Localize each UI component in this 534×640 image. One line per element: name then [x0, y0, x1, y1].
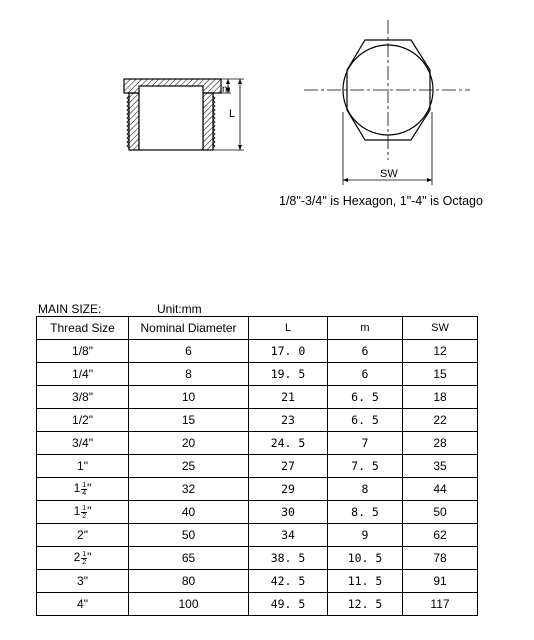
l-cell: 38. 5 — [249, 547, 328, 570]
thread-size-cell: 2 $\frac{1}{2}$ " — [37, 547, 129, 570]
header-l: L — [249, 317, 328, 340]
table-row — [37, 432, 478, 455]
sw-cell: 12 — [403, 340, 478, 363]
thread-size-cell: 1/8" — [37, 340, 129, 363]
shape-caption: 1/8"-3/4" is Hexagon, 1"-4" is Octago — [279, 194, 483, 208]
thread-size-cell: 1/2" — [37, 409, 129, 432]
l-cell: 17. 0 — [249, 340, 328, 363]
sw-cell: 62 — [403, 524, 478, 547]
table-row — [37, 455, 478, 478]
l-cell: 30 — [249, 501, 328, 524]
thread-size-cell: 3/4" — [37, 432, 129, 455]
m-cell: 8 — [328, 478, 403, 501]
m-cell: 12. 5 — [328, 593, 403, 616]
l-cell: 24. 5 — [249, 432, 328, 455]
m-cell: 11. 5 — [328, 570, 403, 593]
sw-cell: 18 — [403, 386, 478, 409]
nominal-diameter-cell: 8 — [129, 363, 249, 386]
thread-size-cell: 2" — [37, 524, 129, 547]
sw-cell: 50 — [403, 501, 478, 524]
nominal-diameter-cell: 32 — [129, 478, 249, 501]
table-row — [37, 501, 478, 524]
table-row — [37, 478, 478, 501]
dimension-table — [36, 316, 478, 616]
main-size-label: MAIN SIZE: — [38, 302, 102, 316]
sw-cell: 15 — [403, 363, 478, 386]
thread-size-cell: 1 $\frac{1}{2}$ " — [37, 501, 129, 524]
table-row — [37, 547, 478, 570]
sw-cell: 22 — [403, 409, 478, 432]
m-cell: 7 — [328, 432, 403, 455]
nominal-diameter-cell: 25 — [129, 455, 249, 478]
l-cell: 29 — [249, 478, 328, 501]
table-row — [37, 363, 478, 386]
l-cell: 21 — [249, 386, 328, 409]
m-cell: 6 — [328, 363, 403, 386]
m-cell: 6. 5 — [328, 409, 403, 432]
nominal-diameter-cell: 65 — [129, 547, 249, 570]
table-row — [37, 524, 478, 547]
table-row — [37, 593, 478, 616]
l-cell: 19. 5 — [249, 363, 328, 386]
sw-cell: 28 — [403, 432, 478, 455]
fraction: $\frac{1}{2}$ — [82, 550, 87, 566]
nominal-diameter-cell: 80 — [129, 570, 249, 593]
thread-size-cell: 1 $\frac{1}{4}$ " — [37, 478, 129, 501]
l-cell: 42. 5 — [249, 570, 328, 593]
hexagon-end-view — [304, 20, 470, 185]
sw-cell: 78 — [403, 547, 478, 570]
m-cell: 8. 5 — [328, 501, 403, 524]
dimension-sw-label: SW — [380, 168, 398, 180]
thread-size-cell: 1/4" — [37, 363, 129, 386]
sw-cell: 35 — [403, 455, 478, 478]
nominal-diameter-cell: 6 — [129, 340, 249, 363]
header-thread-size: Thread Size — [37, 317, 129, 340]
table-row — [37, 386, 478, 409]
nominal-diameter-cell: 100 — [129, 593, 249, 616]
fraction: $\frac{1}{2}$ — [82, 504, 87, 520]
m-cell: 6 — [328, 340, 403, 363]
l-cell: 23 — [249, 409, 328, 432]
m-cell: 9 — [328, 524, 403, 547]
header-sw: SW — [403, 317, 478, 340]
m-cell: 7. 5 — [328, 455, 403, 478]
dimension-l-label: L — [229, 108, 236, 120]
nominal-diameter-cell: 50 — [129, 524, 249, 547]
nominal-diameter-cell: 20 — [129, 432, 249, 455]
dimension-m-label: m — [222, 84, 231, 95]
table-header-row — [37, 317, 478, 340]
sw-cell: 117 — [403, 593, 478, 616]
nominal-diameter-cell: 40 — [129, 501, 249, 524]
sw-cell: 91 — [403, 570, 478, 593]
sw-cell: 44 — [403, 478, 478, 501]
thread-size-cell: 4" — [37, 593, 129, 616]
l-cell: 27 — [249, 455, 328, 478]
table-row — [37, 570, 478, 593]
l-cell: 49. 5 — [249, 593, 328, 616]
table-row — [37, 409, 478, 432]
l-cell: 34 — [249, 524, 328, 547]
m-cell: 10. 5 — [328, 547, 403, 570]
thread-size-cell: 1" — [37, 455, 129, 478]
unit-label: Unit:mm — [157, 302, 202, 316]
header-m: m — [328, 317, 403, 340]
nominal-diameter-cell: 10 — [129, 386, 249, 409]
table-body — [37, 340, 478, 616]
fraction: $\frac{1}{4}$ — [82, 481, 87, 497]
thread-size-cell: 3" — [37, 570, 129, 593]
nominal-diameter-cell: 15 — [129, 409, 249, 432]
table-row — [37, 340, 478, 363]
header-nominal-diameter: Nominal Diameter — [129, 317, 249, 340]
thread-size-cell: 3/8" — [37, 386, 129, 409]
m-cell: 6. 5 — [328, 386, 403, 409]
